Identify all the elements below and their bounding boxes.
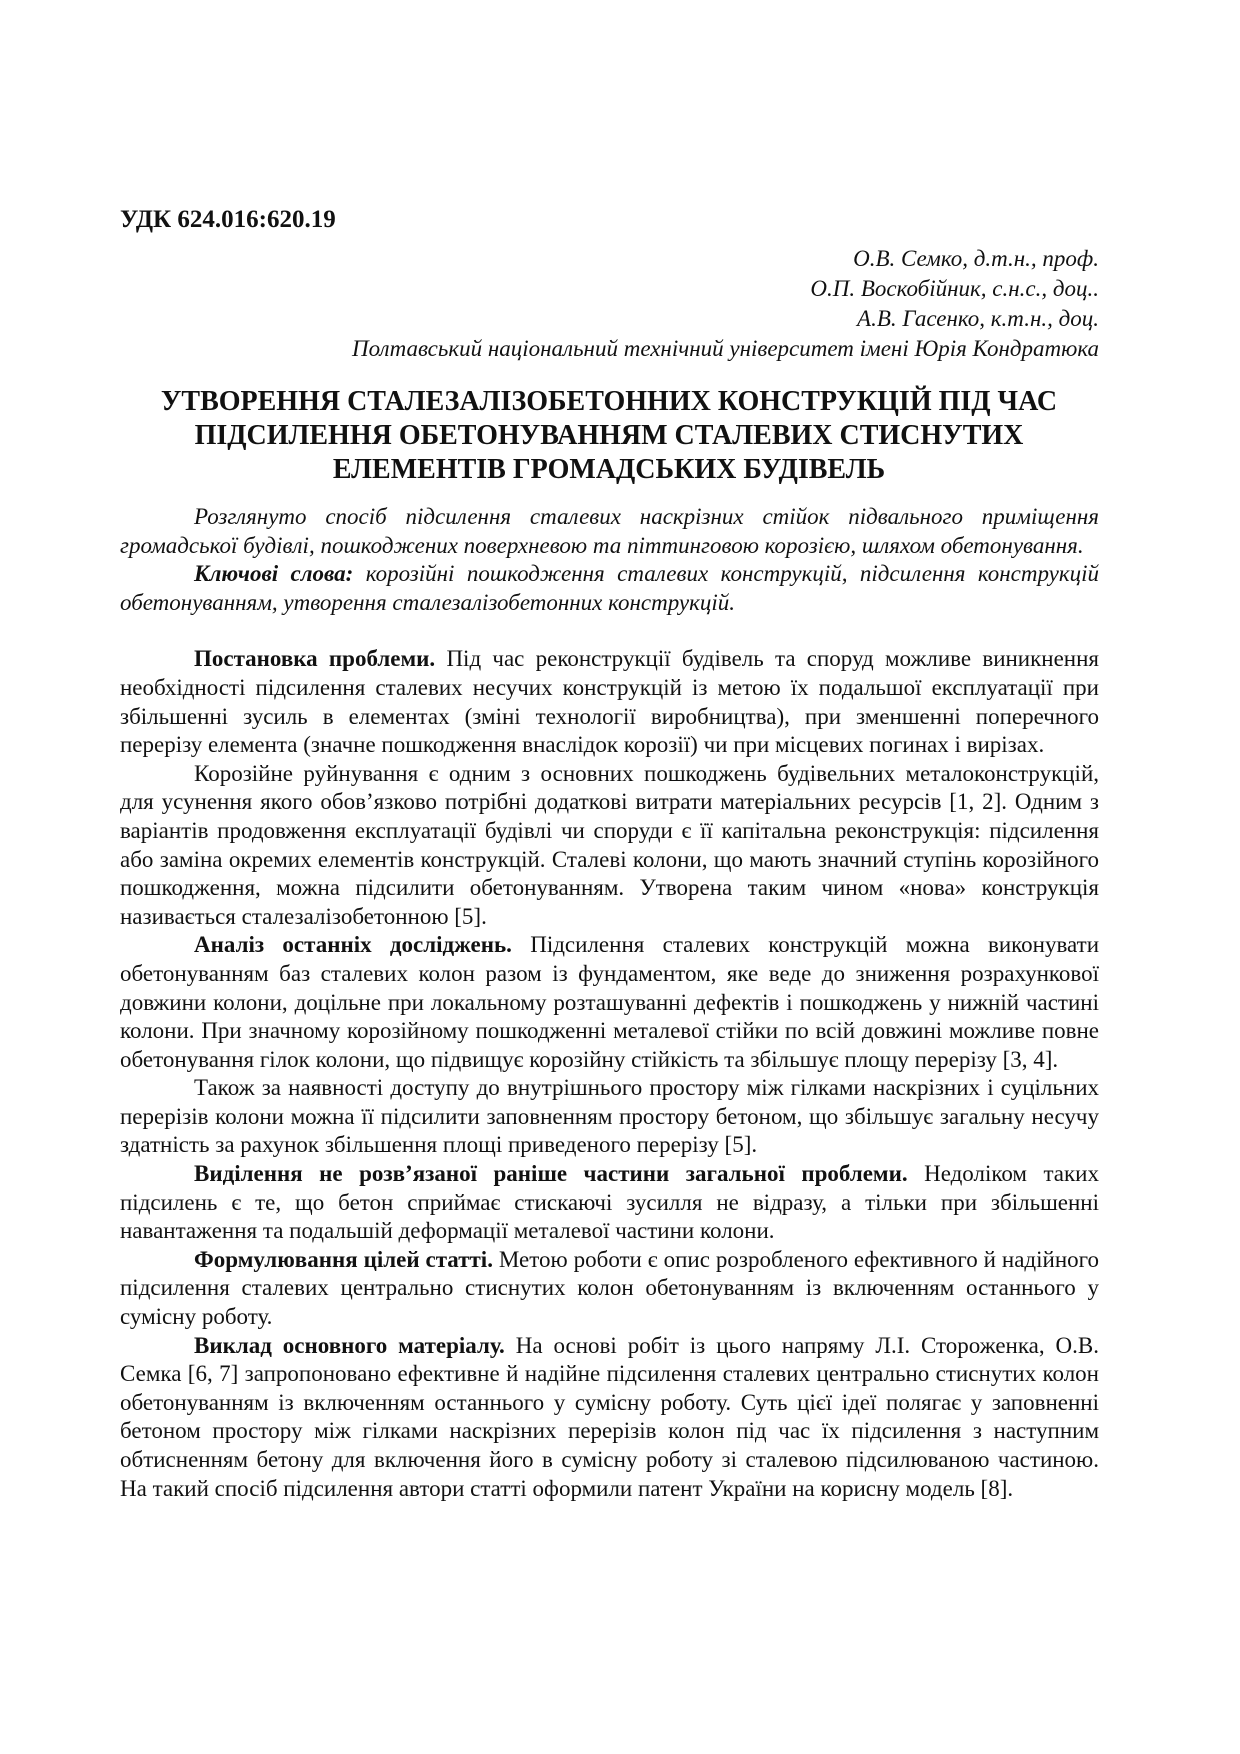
paragraph-corrosion [120,760,1099,932]
section-heading: Постановка проблеми. [194,646,436,672]
section-text: Також за наявності доступу до внутрішнього простору між гілками наскрізних і суцільних перерізів колони можна її підсилити заповненням простору бетоном, що збільшує загальну несучу здатність за рахунок збільшення площі приведеного перерізу [5]. [120,1075,1099,1158]
section-text: Під час реконструкції будівель та споруд можливе виникнення необхідності підсилення сталевих несучих конструкцій із метою їх подальшої експлуатації при збільшенні зусиль в елементах (зміні технології виробництва), при зменшенні поперечного перерізу елемента (значне пошкодження внаслідок корозії) чи при місцевих погинах і вирізах. [120,646,1100,758]
author-block [352,244,1099,364]
section-text: Корозійне руйнування є одним з основних пошкоджень будівельних металоконструкцій, для усунення якого обов’язково потрібні додаткові витрати матеріальних ресурсів [1, 2]. Одним з варіантів продовження експлуатації будівлі чи споруди є її капітальна реконструкція: підсилення або заміна окремих елементів конструкцій. Сталеві колони, що мають значний ступінь корозійного пошкодження, можна підсилити обетонуванням. Утворена таким чином «нова» конструкція називається сталезалізобетонною [5]. [120,760,1099,929]
author-1: О.В. Семко, д.т.н., проф. [853,246,1099,271]
section-text: Недоліком таких підсилень є те, що бетон сприймає стискаючі зусилля не відразу, а тільки при збільшенні навантаження та подальшій деформації металевої частини колони. [120,1161,1099,1244]
abstract: Розглянуто спосіб підсилення сталевих наскрізних стійок підвального приміщення громадської будівлі, пошкоджених поверхневою та піттинговою корозією, шляхом обетонування. [120,504,1099,558]
author-2: О.П. Воскобійник, с.н.с., доц.. [810,276,1099,301]
section-heading: Аналіз останніх досліджень. [194,932,512,958]
section-heading: Виклад основного матеріалу. [194,1332,505,1358]
keywords-text: корозійні пошкодження сталевих конструкцій, підсилення конструкцій обетонуванням, утворення сталезалізобетонних конструкцій. [120,561,1100,615]
section-goals [120,1246,1099,1332]
paper-body [120,503,1099,1503]
section-text: Підсилення сталевих конструкцій можна виконувати обетонуванням баз сталевих колон разом із фундаментом, яке веде до зниження розрахункової довжини колони, доцільне при локальному розташуванні дефектів і пошкоджень у нижній частині колони. При значному корозійному пошкодженні металевої стійки по всій довжині можливе повне обетонування гілок колони, що підвищує корозійну стійкість та збільшує площу перерізу [3, 4]. [120,932,1100,1072]
keywords [120,560,1099,617]
keywords-label: Ключові слова: [194,561,354,587]
section-text: Метою роботи є опис розробленого ефективного й надійного підсилення сталевих центрально стиснутих колон обетонуванням із включенням останнього у сумісну роботу. [120,1246,1100,1330]
udk-code: УДК 624.016:620.19 [120,206,336,233]
paper-title: УТВОРЕННЯ СТАЛЕЗАЛІЗОБЕТОННИХ КОНСТРУКЦІЙ ПІД ЧАС ПІДСИЛЕННЯ ОБЕТОНУВАННЯМ СТАЛЕВИХ СТИСНУТИХ ЕЛЕМЕНТІВ ГРОМАДСЬКИХ БУДІВЕЛЬ [160,386,1058,485]
paragraph-filling [120,1074,1099,1160]
affiliation: Полтавський національний технічний університет імені Юрія Кондратюка [352,336,1099,361]
author-3: А.В. Гасенко, к.т.н., доц. [857,306,1099,331]
section-text: На основі робіт із цього напряму Л.І. Стороженка, О.В. Семка [6, 7] запропоновано ефективне й надійне підсилення сталевих центрально стиснутих колон обетонуванням із включенням останнього у сумісну роботу. Суть цієї ідеї полягає у заповненні бетоном простору між гілками наскрізних перерізів колон під час їх підсилення з наступним обтисненням бетону для включення його в сумісну роботу зі сталевою підсилюваною частиною. На такий спосіб підсилення автори статті оформили патент України на корисну модель [8]. [120,1332,1099,1501]
section-problem [120,645,1099,759]
section-analysis [120,931,1099,1074]
section-main [120,1332,1099,1504]
section-heading: Виділення не розв’язаної раніше частини загальної проблеми. [194,1161,908,1187]
section-unsolved [120,1160,1099,1246]
section-heading: Формулювання цілей статті. [194,1246,493,1272]
